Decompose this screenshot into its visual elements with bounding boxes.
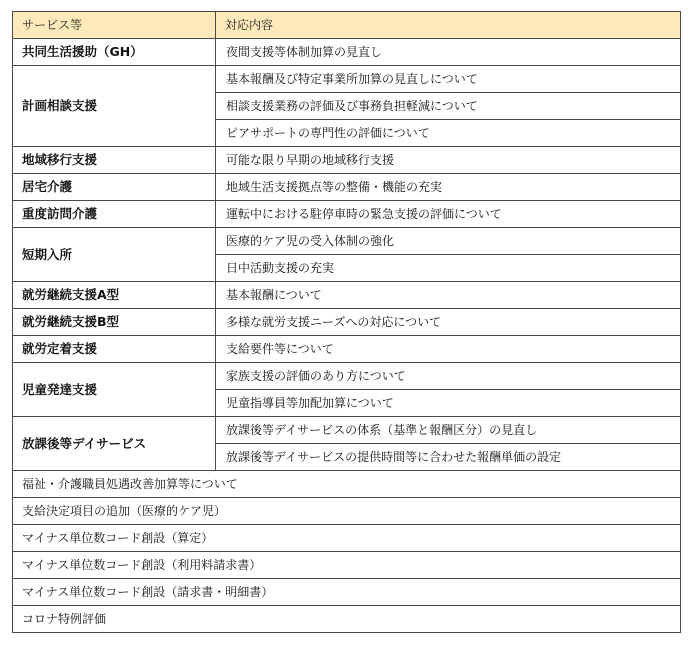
content-cell: 基本報酬及び特定事業所加算の見直しについて (216, 66, 681, 93)
service-cell: 重度訪問介護 (13, 201, 216, 228)
content-cell: 放課後等デイサービスの体系（基準と報酬区分）の見直し (216, 417, 681, 444)
service-cell: 居宅介護 (13, 174, 216, 201)
table-row (13, 498, 681, 525)
common-item-cell: 福祉・介護職員処遇改善加算等について (13, 471, 681, 498)
revision-table (12, 11, 681, 633)
content-cell: 放課後等デイサービスの提供時間等に合わせた報酬単価の設定 (216, 444, 681, 471)
table-row (13, 39, 681, 66)
table-row (13, 201, 681, 228)
service-cell: 地域移行支援 (13, 147, 216, 174)
content-cell: 夜間支援等体制加算の見直し (216, 39, 681, 66)
content-cell: 地域生活支援拠点等の整備・機能の充実 (216, 174, 681, 201)
table-row (13, 147, 681, 174)
content-cell: 相談支援業務の評価及び事務負担軽減について (216, 93, 681, 120)
table-row (13, 363, 681, 390)
table-row (13, 606, 681, 633)
table-row (13, 336, 681, 363)
common-item-cell: マイナス単位数コード創設（請求書・明細書） (13, 579, 681, 606)
table-body (13, 39, 681, 633)
service-cell: 児童発達支援 (13, 363, 216, 417)
header-content: 対応内容 (216, 12, 681, 39)
common-item-cell: コロナ特例評価 (13, 606, 681, 633)
content-cell: 日中活動支援の充実 (216, 255, 681, 282)
content-cell: ピアサポートの専門性の評価について (216, 120, 681, 147)
service-cell: 就労継続支援A型 (13, 282, 216, 309)
service-cell: 計画相談支援 (13, 66, 216, 147)
content-cell: 基本報酬について (216, 282, 681, 309)
content-cell: 児童指導員等加配加算について (216, 390, 681, 417)
content-cell: 支給要件等について (216, 336, 681, 363)
table-row (13, 417, 681, 444)
table-row (13, 66, 681, 93)
service-cell: 就労定着支援 (13, 336, 216, 363)
content-cell: 家族支援の評価のあり方について (216, 363, 681, 390)
table-row (13, 282, 681, 309)
content-cell: 運転中における駐停車時の緊急支援の評価について (216, 201, 681, 228)
service-cell: 放課後等デイサービス (13, 417, 216, 471)
table-row (13, 579, 681, 606)
table-row (13, 228, 681, 255)
table-row (13, 525, 681, 552)
common-item-cell: 支給決定項目の追加（医療的ケア児） (13, 498, 681, 525)
header-service: サービス等 (13, 12, 216, 39)
content-cell: 多様な就労支援ニーズへの対応について (216, 309, 681, 336)
table-row (13, 174, 681, 201)
content-cell: 医療的ケア児の受入体制の強化 (216, 228, 681, 255)
common-item-cell: マイナス単位数コード創設（利用料請求書） (13, 552, 681, 579)
service-cell: 共同生活援助（GH） (13, 39, 216, 66)
header-row (13, 12, 681, 39)
table-row (13, 552, 681, 579)
content-cell: 可能な限り早期の地域移行支援 (216, 147, 681, 174)
common-item-cell: マイナス単位数コード創設（算定） (13, 525, 681, 552)
table-row (13, 471, 681, 498)
service-cell: 就労継続支援B型 (13, 309, 216, 336)
service-cell: 短期入所 (13, 228, 216, 282)
table-row (13, 309, 681, 336)
